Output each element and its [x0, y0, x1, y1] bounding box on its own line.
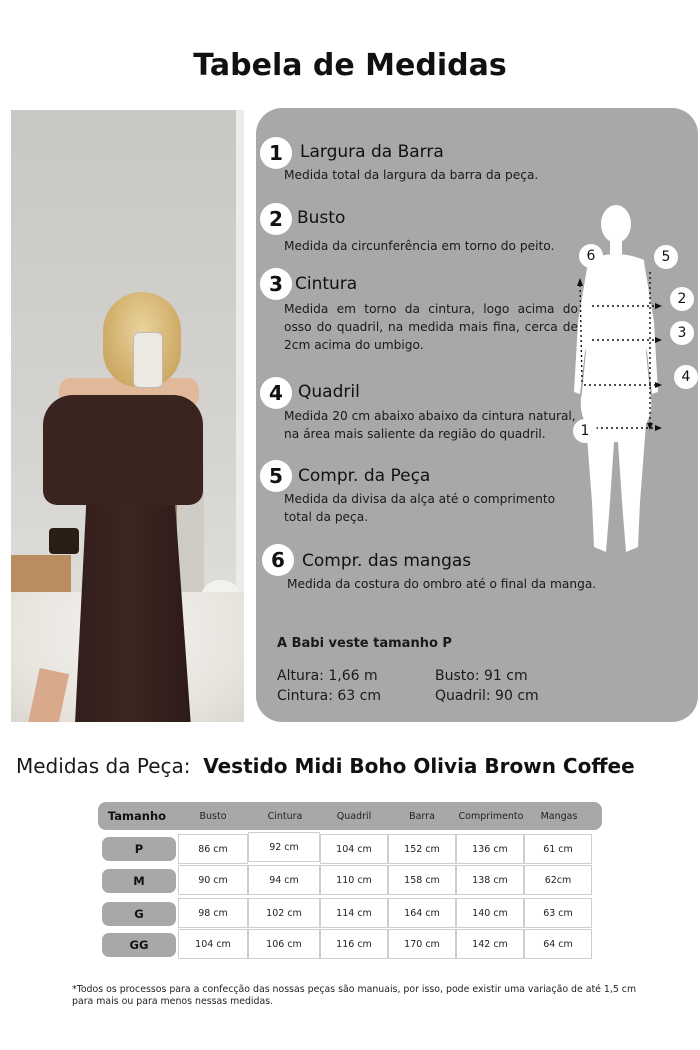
table-cell: 104 cm	[178, 929, 248, 959]
model-altura: Altura: 1,66 m	[277, 668, 378, 684]
table-cell: 170 cm	[388, 929, 456, 959]
table-cell: 106 cm	[248, 929, 320, 959]
table-cell: 142 cm	[456, 929, 524, 959]
size-label-m: M	[102, 869, 176, 893]
guide-desc-cintura: Medida em torno da cintura, logo acima do osso do quadril, na medida mais fina, cerca de 2cm acima do umbigo.	[284, 302, 578, 352]
guide-label-barra: Largura da Barra	[300, 142, 444, 162]
guide-label-mangas: Compr. das mangas	[302, 551, 472, 571]
silhouette-marker-1: 1	[573, 419, 597, 443]
header-tamanho: Tamanho	[107, 809, 167, 823]
model-cintura: Cintura: 63 cm	[277, 688, 382, 704]
header-busto: Busto	[199, 810, 227, 822]
table-cell: 140 cm	[456, 898, 524, 928]
model-size-heading: A Babi veste tamanho P	[277, 636, 452, 651]
photo-bag	[49, 528, 79, 554]
header-mangas: Mangas	[540, 810, 578, 822]
model-photo	[11, 110, 244, 722]
guide-number-6: 6	[262, 544, 294, 576]
guide-number-4: 4	[260, 377, 292, 409]
guide-desc-quadril: Medida 20 cm abaixo abaixo da cintura natural, na área mais saliente da região do quadril.	[284, 409, 576, 441]
product-heading	[16, 754, 635, 778]
silhouette-marker-2: 2	[670, 287, 694, 311]
size-label-gg: GG	[102, 933, 176, 957]
header-quadril: Quadril	[336, 810, 372, 822]
table-cell: 136 cm	[456, 834, 524, 864]
table-cell: 61 cm	[524, 834, 592, 864]
guide-label-busto: Busto	[297, 208, 346, 228]
header-barra: Barra	[409, 810, 435, 822]
model-busto: Busto: 91 cm	[435, 668, 528, 684]
table-cell: 102 cm	[248, 898, 320, 928]
guide-number-3: 3	[260, 268, 292, 300]
photo-phone	[133, 332, 163, 388]
guide-number-2: 2	[260, 203, 292, 235]
guide-label-quadril: Quadril	[298, 382, 360, 402]
table-cell: 92 cm	[248, 832, 320, 862]
silhouette-marker-4: 4	[674, 365, 698, 389]
table-cell: 90 cm	[178, 865, 248, 895]
silhouette-marker-6: 6	[579, 244, 603, 268]
guide-label-comprimento: Compr. da Peça	[298, 466, 431, 486]
header-cintura: Cintura	[267, 810, 303, 822]
table-cell: 64 cm	[524, 929, 592, 959]
table-cell: 63 cm	[524, 898, 592, 928]
table-cell: 152 cm	[388, 834, 456, 864]
photo-dress-top	[43, 395, 203, 505]
table-cell: 114 cm	[320, 898, 388, 928]
guide-number-1: 1	[260, 137, 292, 169]
table-cell: 86 cm	[178, 834, 248, 864]
table-cell: 158 cm	[388, 865, 456, 895]
guide-desc-comprimento: Medida da divisa da alça até o comprimento total da peça.	[284, 492, 556, 524]
guide-number-5: 5	[260, 460, 292, 492]
header-comprimento: Comprimento	[458, 810, 524, 822]
table-cell: 62cm	[524, 865, 592, 895]
silhouette-marker-3: 3	[670, 321, 694, 345]
product-name: Vestido Midi Boho Olivia Brown Coffee	[203, 754, 635, 778]
page-title: Tabela de Medidas	[193, 48, 507, 83]
product-heading-prefix: Medidas da Peça:	[16, 754, 191, 778]
guide-desc-busto: Medida da circunferência em torno do peito.	[284, 239, 555, 253]
size-label-p: P	[102, 837, 176, 861]
guide-desc-mangas: Medida da costura do ombro até o final da manga.	[287, 577, 597, 591]
table-cell: 104 cm	[320, 834, 388, 864]
photo-dress-skirt	[63, 500, 193, 722]
table-cell: 138 cm	[456, 865, 524, 895]
footnote: *Todos os processos para a confecção das nossas peças são manuais, por isso, pode existir uma variação de até 1,5 cm para mais ou para menos nessas medidas.	[72, 984, 637, 1007]
size-table-header	[98, 802, 602, 830]
guide-desc-barra: Medida total da largura da barra da peça.	[284, 168, 539, 182]
guide-label-cintura: Cintura	[295, 274, 358, 294]
table-cell: 164 cm	[388, 898, 456, 928]
table-cell: 110 cm	[320, 865, 388, 895]
table-cell: 116 cm	[320, 929, 388, 959]
table-cell: 94 cm	[248, 865, 320, 895]
size-label-g: G	[102, 902, 176, 926]
measurement-guide-panel	[256, 108, 698, 722]
table-cell: 98 cm	[178, 898, 248, 928]
silhouette-marker-5: 5	[654, 245, 678, 269]
model-quadril: Quadril: 90 cm	[435, 688, 539, 704]
